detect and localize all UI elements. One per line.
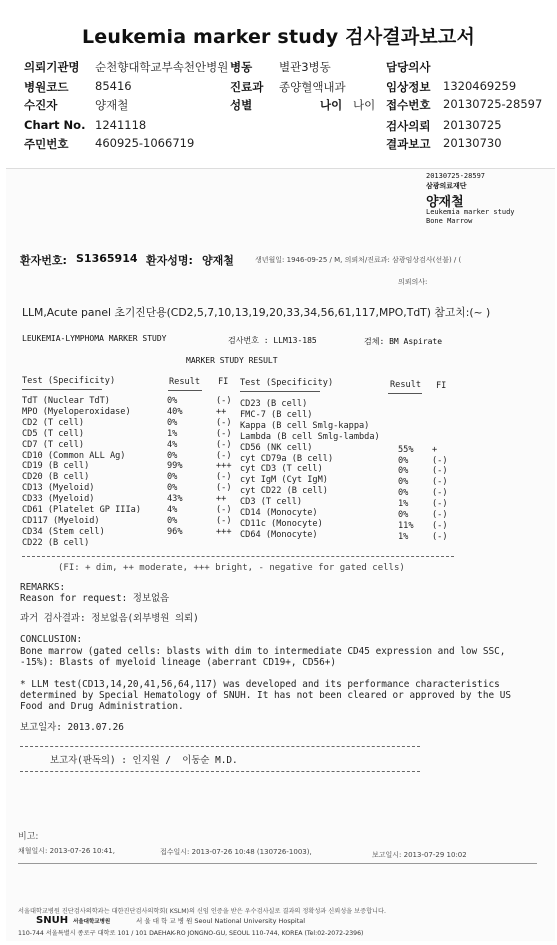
- study-name: LEUKEMIA-LYMPHOMA MARKER STUDY: [22, 334, 167, 343]
- patient-name: 양재철: [202, 254, 234, 267]
- header-value: 별관3병동: [279, 60, 331, 74]
- table-cell-left-fi: (-): [216, 472, 232, 483]
- table-cell-right-test: cyt CD3 (T cell): [240, 464, 323, 475]
- certification: 서울대학교병원 진단검사의학과는 대한진단검사의학회( KSLM)의 신임 인증을 받은 우수검사실로 결과의 정확성과 신뢰성을 보증합니다.: [18, 908, 386, 915]
- patient-dob-line: 생년월일: 1946-09-25 / M, 의뢰처/진료과: 삼광임상검사(선불) / (: [255, 256, 462, 264]
- bottom-divider: [18, 863, 537, 864]
- col-header: Test (Specificity): [22, 376, 116, 386]
- table-cell-left-fi: (-): [216, 505, 232, 515]
- table-cell-left-fi: (-): [216, 428, 232, 439]
- conclusion-line: -15%): Blasts of myeloid lineage (aberrant CD19+, CD56+): [20, 657, 337, 668]
- table-cell-right-result: 11%: [398, 520, 414, 531]
- table-cell-right-fi: (-): [432, 499, 448, 510]
- table-cell-left-fi: (-): [216, 396, 232, 406]
- header-label: 담당의사: [386, 60, 431, 74]
- table-cell-left-fi: (-): [216, 450, 232, 461]
- col-header: FI: [218, 377, 229, 387]
- table-cell-right-result: 0%: [398, 466, 409, 477]
- table-cell-right-test: CD11c (Monocyte): [240, 518, 323, 529]
- table-cell-right-test: cyt CD79a (B cell): [240, 453, 334, 464]
- table-cell-left-result: 99%: [167, 461, 183, 472]
- table-cell-left-test: CD117 (Myeloid): [22, 515, 100, 526]
- col-header: Result: [169, 377, 201, 387]
- table-cell-right-result: 55%: [398, 444, 414, 455]
- table-cell-left-fi: ++: [216, 406, 227, 417]
- table-cell-right-test: FMC-7 (B cell): [240, 409, 313, 420]
- remark-label: 비고:: [18, 832, 39, 842]
- stamp-foundation: 삼광의료재단: [426, 182, 467, 190]
- reporter-divider: [20, 746, 420, 747]
- header-label: 검사의뢰: [386, 119, 431, 133]
- table-cell-right-test: CD3 (T cell): [240, 497, 303, 508]
- table-cell-left-test: CD33 (Myeloid): [22, 494, 95, 505]
- table-cell-right-test: CD23 (B cell): [240, 399, 308, 409]
- table-cell-right-result: 0%: [398, 510, 409, 520]
- patient-doctor: 의뢰의사:: [398, 278, 428, 286]
- table-cell-right-result: 1%: [398, 499, 409, 510]
- header-value: 20130725: [443, 118, 502, 132]
- table-cell-right-test: Lambda (B cell Smlg-lambda): [240, 431, 380, 442]
- header-label: 주민번호: [24, 137, 69, 151]
- remarks-history: 과거 검사결과: 정보없음(외부병원 의뢰): [20, 613, 199, 624]
- table-cell-right-fi: (-): [432, 510, 448, 520]
- remarks-reason: Reason for request: 정보없음: [20, 593, 170, 604]
- header-value: 양재철: [95, 98, 129, 112]
- sample-date: 채혈일시: 2013-07-26 10:41,: [18, 847, 115, 855]
- table-cell-left-fi: (-): [216, 483, 232, 494]
- table-cell-left-result: 0%: [167, 472, 178, 483]
- header-value: 460925-1066719: [95, 136, 195, 150]
- header-underline: [168, 390, 202, 391]
- table-cell-right-fi: (-): [432, 520, 448, 531]
- table-cell-left-result: 1%: [167, 428, 178, 439]
- fi-legend: (FI: + dim, ++ moderate, +++ bright, - negative for gated cells): [58, 563, 405, 573]
- table-cell-right-fi: (-): [432, 466, 448, 477]
- conclusion-label: CONCLUSION:: [20, 634, 83, 645]
- note-line: * LLM test(CD13,14,20,41,56,64,117) was developed and its performance characteristics: [20, 679, 500, 690]
- stamp-number: 20130725-28597: [426, 172, 486, 180]
- table-cell-left-test: CD22 (B cell): [22, 537, 90, 548]
- table-cell-left-result: 0%: [167, 417, 178, 428]
- header-value: 순천향대학교부속천안병원: [95, 60, 229, 74]
- table-cell-right-test: CD64 (Monocyte): [240, 529, 318, 540]
- stamp-test: Leukemia marker study: [426, 208, 515, 216]
- table-cell-right-test: CD14 (Monocyte): [240, 508, 318, 518]
- table-cell-right-result: 0%: [398, 488, 409, 499]
- table-cell-left-result: 0%: [167, 450, 178, 461]
- panel-line: LLM,Acute panel 초기진단용(CD2,5,7,10,13,19,20,33,34,56,61,117,MPO,TdT) 참고치:(~ ): [22, 306, 491, 319]
- header-value: 20130725-28597: [443, 97, 543, 111]
- stamp-name: 양재철: [426, 195, 464, 210]
- header-label: 나이: [320, 98, 343, 112]
- table-cell-left-test: CD10 (Common ALL Ag): [22, 450, 126, 461]
- header-value: 나이: [353, 98, 376, 112]
- header-label: 병원코드: [24, 80, 69, 94]
- table-cell-left-result: 0%: [167, 396, 178, 406]
- table-cell-left-fi: (-): [216, 417, 232, 428]
- header-label: 수진자: [24, 98, 58, 112]
- scanned-report: [6, 168, 555, 941]
- exam-number: 검사번호 : LLM13-185: [228, 336, 317, 345]
- table-cell-left-fi: ++: [216, 494, 227, 505]
- snuh-logo-sub: 서울대학교병원: [73, 919, 111, 925]
- table-cell-left-result: 40%: [167, 406, 183, 417]
- table-cell-left-fi: +++: [216, 461, 232, 472]
- report-date: 보고일자: 2013.07.26: [20, 722, 124, 733]
- header-label: 진료과: [230, 80, 264, 94]
- header-underline: [388, 393, 422, 394]
- header-underline: [22, 389, 102, 390]
- table-cell-right-fi: (-): [432, 488, 448, 499]
- header-label: 접수번호: [386, 98, 431, 112]
- header-label: 임상정보: [386, 80, 431, 94]
- stamp-specimen: Bone Marrow: [426, 217, 473, 225]
- table-cell-left-result: 96%: [167, 526, 183, 537]
- specimen: 검체: BM Aspirate: [364, 337, 443, 346]
- conclusion-line: Bone marrow (gated cells: blasts with dim to intermediate CD45 expression and low SSC,: [20, 646, 506, 657]
- table-cell-right-fi: (-): [432, 531, 448, 542]
- table-cell-right-fi: (-): [432, 455, 448, 466]
- col-header: Test (Specificity): [240, 378, 334, 388]
- table-cell-left-test: CD20 (B cell): [22, 472, 90, 483]
- table-cell-right-test: cyt IgM (Cyt IgM): [240, 475, 328, 486]
- table-cell-right-result: 0%: [398, 455, 409, 466]
- header-value: 85416: [95, 79, 132, 93]
- table-cell-left-test: CD61 (Platelet GP IIIa): [22, 505, 141, 515]
- header-value: 1241118: [95, 118, 147, 132]
- snuh-logo: SNUH: [36, 915, 69, 926]
- col-header: Result: [390, 380, 422, 390]
- table-cell-right-test: CD56 (NK cell): [240, 442, 313, 453]
- table-cell-left-result: 43%: [167, 494, 183, 505]
- patient-id: S1365914: [76, 252, 138, 265]
- patient-name-label: 환자성명:: [146, 254, 193, 267]
- report-title: Leukemia marker study 검사결과보고서: [81, 26, 476, 48]
- table-cell-left-test: TdT (Nuclear TdT): [22, 396, 110, 406]
- table-cell-left-fi: +++: [216, 526, 232, 537]
- table-cell-left-test: CD7 (T cell): [22, 439, 85, 450]
- header-label: 의뢰기관명: [24, 60, 80, 74]
- col-header: FI: [436, 381, 447, 391]
- table-cell-left-result: 4%: [167, 505, 178, 515]
- note-line: determined by Special Hematology of SNUH. It has not been cleared or approved by the US: [20, 690, 512, 701]
- remarks-label: REMARKS:: [20, 582, 66, 593]
- table-cell-right-result: 1%: [398, 531, 409, 542]
- header-label: 결과보고: [386, 137, 431, 151]
- header-label: 병동: [230, 60, 253, 74]
- table-cell-left-fi: (-): [216, 515, 232, 526]
- result-title: MARKER STUDY RESULT: [186, 356, 278, 365]
- header-value: 20130730: [443, 136, 502, 150]
- hospital-address: 110-744 서울특별시 종로구 대학로 101 / 101 DAEHAK-RO JONGNO-GU, SEOUL 110-744, KOREA (Tel:02-2072-2396): [18, 930, 364, 937]
- hospital-name: 서 울 대 학 교 병 원 Seoul National University Hospital: [136, 917, 306, 925]
- table-cell-left-result: 0%: [167, 483, 178, 494]
- final-report-date: 보고일시: 2013-07-29 10:02: [372, 851, 467, 859]
- header-value: 1320469259: [443, 79, 517, 93]
- table-cell-right-fi: +: [432, 444, 438, 455]
- header-label: 성별: [230, 98, 253, 112]
- patient-id-label: 환자번호:: [20, 254, 67, 267]
- table-cell-left-test: CD19 (B cell): [22, 461, 90, 472]
- table-cell-right-test: cyt CD22 (B cell): [240, 486, 328, 497]
- table-cell-left-result: 4%: [167, 439, 178, 450]
- header-value: 종양혈액내과: [279, 80, 346, 94]
- table-cell-left-test: CD13 (Myeloid): [22, 483, 95, 494]
- note-line: Food and Drug Administration.: [20, 701, 184, 712]
- reporter: 보고자(판독의) : 인지원 / 이동순 M.D.: [50, 755, 238, 766]
- table-cell-left-result: 0%: [167, 515, 178, 526]
- table-cell-left-fi: (-): [216, 439, 232, 450]
- table-cell-right-fi: (-): [432, 477, 448, 488]
- header-underline: [240, 391, 320, 392]
- table-cell-right-result: 0%: [398, 477, 409, 488]
- table-divider: [22, 556, 454, 557]
- table-cell-right-test: Kappa (B cell Smlg-kappa): [240, 420, 370, 431]
- table-cell-left-test: MPO (Myeloperoxidase): [22, 406, 131, 417]
- reporter-divider: [20, 771, 420, 772]
- table-cell-left-test: CD34 (Stem cell): [22, 526, 105, 537]
- header-label: Chart No.: [24, 118, 86, 132]
- table-cell-left-test: CD5 (T cell): [22, 428, 85, 439]
- table-cell-left-test: CD2 (T cell): [22, 417, 85, 428]
- receipt-date: 접수일시: 2013-07-26 10:48 (130726-1003),: [160, 848, 312, 856]
